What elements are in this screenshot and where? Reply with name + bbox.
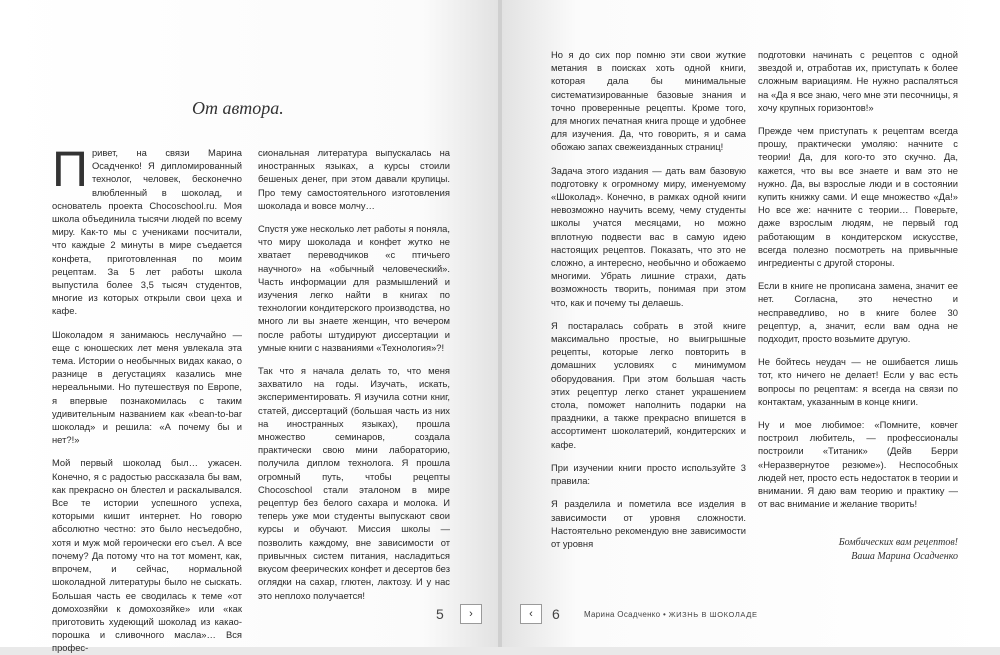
prev-page-button[interactable]: ‹ xyxy=(520,604,542,624)
paragraph: Задача этого издания — дать вам базовую подготовку к огромному миру, именуемому «Шоколад». Конечно, в рамках одной книги невозможно научить всему, чему студенты школы учатся месяцами, но можно вплотную подвести вас в самую идею настоящих рецептов. Показать, что это не сложно, а интересно, необычно и обожаемо многими. Убрать лишние страхи, дать возможность творить, понимая при этом что, как и почему ты делаешь. xyxy=(551,164,746,308)
paragraph: подготовки начинать с рецептов с одной звездой и, отработав их, приступать к более сложным вариациям. Не нужно распаляться на «Да я все знаю, чего мне эти песочницы, я хочу крупных горизонтов!» xyxy=(758,49,958,113)
paragraph: сиональная литература выпускалась на иностранных языках, а курсы стоили бешеных денег, при этом давали крупицы. Про тему самостоятельного изготовления шоколада и вовсе молчу… xyxy=(258,147,450,211)
page-title: От автора. xyxy=(192,98,284,118)
right-page xyxy=(502,0,1000,647)
left-column-1 xyxy=(52,141,242,655)
paragraph: Привет, на связи Марина Осадченко! Я дипломированный технолог, человек, бесконечно влюбленный в шоколад, и основатель проекта Chocoschool.ru. Моя школа объединила тысячи людей по всему миру. Как-то мы с учениками посчитали, что каждые 2 минуты в мире съедается конфета, приготовленная по моим рецептам. За 5 лет работы школа выпустила более 3,5 тысяч студентов, многие из которых открыли свои цеха и кафе. xyxy=(52,141,242,317)
footer-book-title: ЖИЗНЬ В ШОКОЛАДЕ xyxy=(668,610,758,619)
drop-cap: П xyxy=(52,141,88,197)
author-signature xyxy=(820,536,958,564)
paragraph: Не бойтесь неудач — не ошибается лишь тот, кто ничего не делает! Если у вас есть вопросы по рецептам: я всегда на связи по контактам, указанным в конце книги. xyxy=(758,356,958,407)
paragraph: Так что я начала делать то, что меня захватило на годы. Изучать, искать, экспериментировать. Я изучила сотни книг, статей, диссертаций (большая часть из них на иностранных языках), прошла множество семинаров, создала практически свою мини лабораторию, получила диплом технолога. Я прошла огромный путь, чтобы рецепты Chocoschool стали эталоном в мире рецептур без белого сахара и молока. И теперь уже мои студенты выпускают свои курсы и обучают. Миссия школы — позволить каждому, вне зависимости от привычных систем питания, насладиться вкусом феерических конфет и десертов без оглядки на сахар, глютен, лактозу. И у нас это неплохо получается! xyxy=(258,365,450,601)
paragraph: Прежде чем приступать к рецептам всегда прошу, практически умоляю: начните с теории! Да, для кого-то это скучно. Да, кажется, что вы все знаете и вам это не нужно. Да, вы взрослые люди и в состоянии купить книжку сами. И еще множество «Да!» Но все же: начните с теории… Поверьте, даже взрослым людям, не первый год работающим в кондитерском искусстве, всегда полезно посмотреть на привычные ингредиенты с другой стороны. xyxy=(758,125,958,269)
signature-name: Ваша Марина Осадченко xyxy=(851,551,958,562)
paragraph: Ну и мое любимое: «Помните, ковчег построил любитель, — профессионалы построили «Титаник» (Дейв Берри «Неразвернутое резюме»). Неспособных людей нет, просто есть недостаток в теории и внимании. Я даю вам теорию и практику — от вас внимание и желание творить! xyxy=(758,419,958,510)
page-number: 5 xyxy=(436,606,444,622)
right-column-1 xyxy=(551,48,746,550)
paragraph: Спустя уже несколько лет работы я поняла, что миру шоколада и конфет жутко не хватает переводчиков «с птичьего научного» на «обычный человеческий». Часть информации для размышлений и изучения легко найти в книгах по технологии кондитерского производства, но много ли вы знаете женщин, что вечером после работы штудируют диссертации и умные книги с названиями «Технология»?! xyxy=(258,223,450,353)
running-footer xyxy=(584,610,758,619)
signature-line: Бомбических вам рецептов! xyxy=(838,537,958,548)
left-column-2 xyxy=(258,146,450,602)
paragraph: Мой первый шоколад был… ужасен. Конечно, я с радостью рассказала бы вам, как прекрасно он блестел и раскалывался. Все те истории успешного успеха, которыми кишит интернет. Но говорю абсолютно честно: это было несъедобно, хотя и муж мой героически его съел. А все почему? Да потому что на тот момент, как, впрочем, и сейчас, нормальной шоколадной литературы было не сыскать. Большая часть ее сводилась к теме «от домохозяйки к домохозяйке» или «как приготовить худеющий шоколад из какао-порошка и сливочного масла»… Вся профес- xyxy=(52,457,242,654)
paragraph: Но я до сих пор помню эти свои жуткие метания в поисках хоть одной книги, которая дала бы минимальные систематизированные базовые знания и точно проверенные рецепты. Кроме того, для многих печатная книга проще и удобнее для изучения. Да, что говорить, я и сама обожаю запах свежеизданных страниц! xyxy=(551,49,746,153)
paragraph: При изучении книги просто используйте 3 правила: xyxy=(551,461,746,487)
paragraph: Я постаралась собрать в этой книге максимально простые, но выигрышные рецепты, которые легко повторить в домашних условиях с минимумом оборудования. При этом большая часть этих рецептур легко станет украшением стола, поможет наполнить подарки на праздники, а также прекрасно впишется в ассортимент шоколатерий, кондитерских и кафе. xyxy=(551,319,746,450)
footer-author: Марина Осадченко • xyxy=(584,610,667,619)
paragraph: Если в книге не прописана замена, значит ее нет. Согласна, это нечестно и несправедливо, но в книге более 30 рецептур, а, значит, если вам одна не подходит, просто возьмите другую. xyxy=(758,280,958,345)
next-page-button[interactable]: › xyxy=(460,604,482,624)
paragraph: Шоколадом я занимаюсь неслучайно — еще с юношеских лет меня увлекала эта тема. Истории о необычных видах какао, о разнице в дегустациях казались мне нереальными. Но путешествуя по Европе, я впервые познакомилась с таким удивительным названием как «bean-to-bar шоколад» и решила: «А почему бы и нет?!» xyxy=(52,328,242,446)
paragraph: Я разделила и пометила все изделия в зависимости от уровня сложности. Настоятельно рекомендую вне зависимости от уровня xyxy=(551,498,746,549)
right-column-2 xyxy=(758,48,958,511)
left-page xyxy=(0,0,498,654)
page-number: 6 xyxy=(552,606,560,622)
